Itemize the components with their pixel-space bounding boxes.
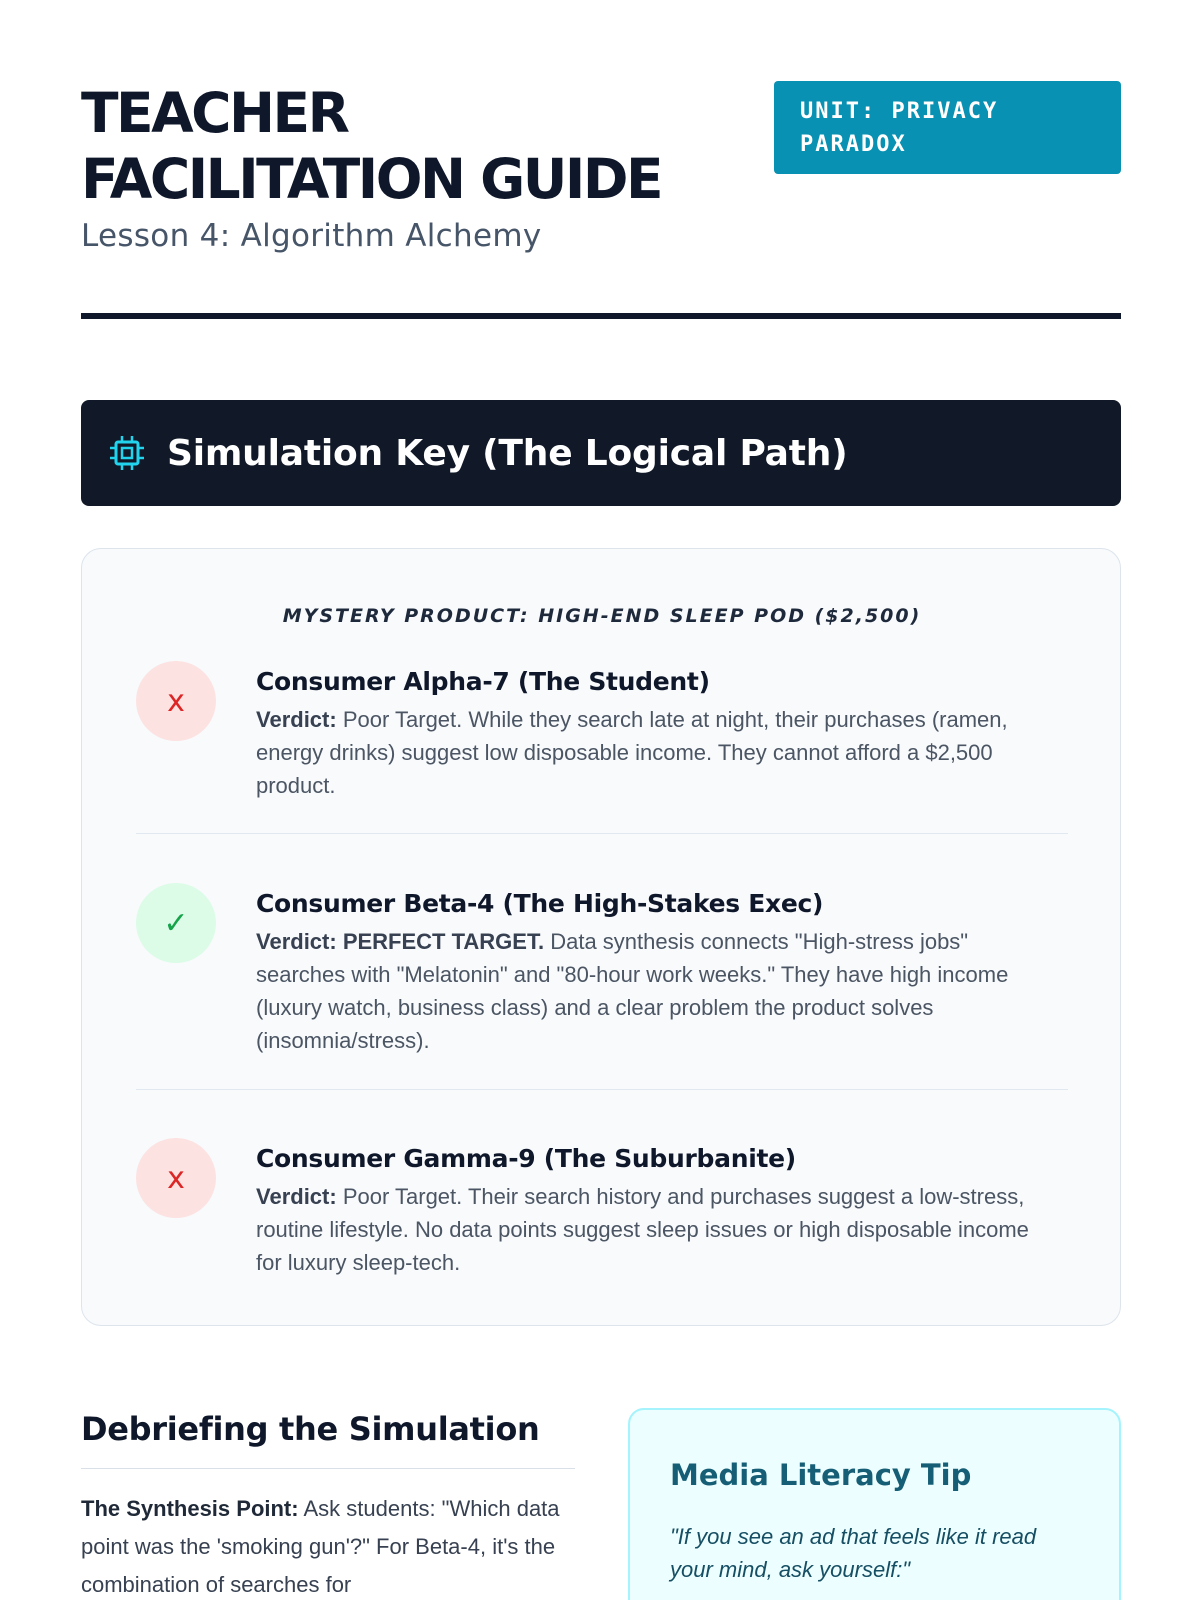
consumer-name: Consumer Alpha-7 (The Student) bbox=[256, 667, 710, 696]
facilitation-guide-page bbox=[81, 80, 1121, 1597]
consumer-name: Consumer Beta-4 (The High-Stakes Exec) bbox=[256, 889, 824, 918]
x-icon: x bbox=[136, 1138, 216, 1218]
tip-quote: "If you see an ad that feels like it read your mind, ask yourself:" bbox=[670, 1524, 1037, 1582]
debrief-heading: Debriefing the Simulation bbox=[81, 1410, 540, 1448]
verdict-label: Verdict: bbox=[256, 929, 337, 954]
lesson-subtitle: Lesson 4: Algorithm Alchemy bbox=[81, 218, 542, 254]
header-divider bbox=[81, 313, 1121, 319]
guide-header bbox=[81, 80, 1121, 320]
verdict-emphasis: PERFECT TARGET. bbox=[336, 929, 545, 954]
consumer-verdict bbox=[256, 925, 1056, 1057]
media-literacy-tip-card bbox=[628, 1408, 1121, 1600]
tip-heading: Media Literacy Tip bbox=[670, 1458, 972, 1492]
verdict-label: Verdict: bbox=[256, 707, 337, 732]
consumer-divider bbox=[136, 1089, 1068, 1090]
consumer-verdict bbox=[256, 703, 1056, 802]
synthesis-text: Ask students: "Which data point was the 'smoking gun'?" For Beta-4, it's the combination of searches for bbox=[81, 1496, 560, 1597]
verdict-text: Poor Target. Their search history and purchases suggest a low-stress, routine lifestyle. No data points suggest sleep issues or high disposable income for luxury sleep-tech. bbox=[256, 1184, 1029, 1275]
debrief-divider bbox=[81, 1468, 575, 1469]
consumer-divider bbox=[136, 833, 1068, 834]
page-title: TEACHER FACILITATION GUIDE bbox=[81, 81, 662, 211]
debrief-body bbox=[81, 1490, 575, 1600]
section-title: Simulation Key (The Logical Path) bbox=[167, 432, 848, 474]
mystery-product-label: MYSTERY PRODUCT: HIGH-END SLEEP POD ($2,500) bbox=[282, 605, 922, 627]
unit-badge: UNIT: PRIVACY PARADOX bbox=[774, 81, 1121, 174]
chip-icon bbox=[107, 433, 147, 473]
verdict-text: Poor Target. While they search late at night, their purchases (ramen, energy drinks) suggest low disposable income. They cannot afford a $2,500 product. bbox=[256, 707, 1008, 798]
synthesis-label: The Synthesis Point: bbox=[81, 1496, 299, 1521]
section-banner bbox=[81, 400, 1121, 506]
verdict-label: Verdict: bbox=[256, 1184, 337, 1209]
consumer-verdict bbox=[256, 1180, 1056, 1279]
verdict-text: Data synthesis connects "High-stress jobs" searches with "Melatonin" and "80-hour work weeks." They have high income (luxury watch, business class) and a clear problem the product solves (insomnia/stress). bbox=[256, 929, 1009, 1053]
consumer-name: Consumer Gamma-9 (The Suburbanite) bbox=[256, 1144, 796, 1173]
simulation-key-card bbox=[81, 548, 1121, 1326]
checkmark-icon: ✓ bbox=[136, 883, 216, 963]
x-icon: x bbox=[136, 661, 216, 741]
